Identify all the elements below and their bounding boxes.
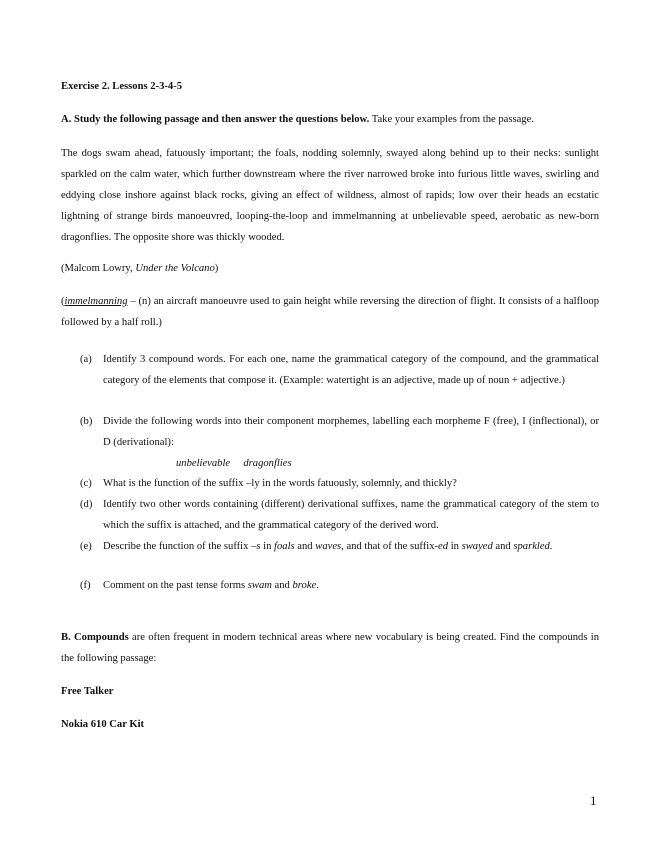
word-unbelievable: unbelievable (176, 458, 231, 469)
passage-paragraph: The dogs swam ahead, fatuously important; the foals, nodding solemnly, swayed along behind up to their necks: sunlight sparkled on the calm water, which further downstream where the river narrowed broke into furious little waves, swirling and eddying close inshore against black rocks, giving an effect of wildness, almost of rapids; low over their heads an ecstatic lightning of strange birds manoeuvred, looping-the-loop and immelmanning at unbelievable speed, aerobatic as new-born dragonflies. The opposite shore was thickly wooded. (61, 148, 599, 243)
item-f-label: (f) (80, 580, 91, 591)
item-e-text: Describe the function of the suffix –s in foals and waves, and that of the suffix-ed in swayed and sparkled. (103, 541, 553, 552)
item-a-text: Identify 3 compound words. For each one, name the grammatical category of the compound, and the grammatical category of the elements that compose it. (Example: watertight is an adjective, made up of noun + adjective.) (103, 354, 599, 386)
gloss-definition: – (n) an aircraft manoeuvre used to gain height while reversing the direction of flight. It consists of a halfloop followed by a half roll.) (61, 296, 599, 328)
gloss-open: ( (61, 296, 65, 307)
item-d-text: Identify two other words containing (different) derivational suffixes, name the grammatical category of the stem to which the suffix is attached, and the grammatical category of the derived word. (103, 499, 599, 531)
gloss-term: immelmanning (64, 296, 128, 307)
section-b-heading-bold: B. Compounds (61, 632, 129, 643)
item-d-label: (d) (80, 499, 93, 510)
word-dragonflies: dragonflies (243, 458, 292, 469)
exercise-title: Exercise 2. Lessons 2-3-4-5 (61, 81, 183, 92)
section-a-heading (61, 109, 599, 130)
item-f-text: Comment on the past tense forms swam and broke. (103, 580, 319, 591)
item-c-label: (c) (80, 478, 92, 489)
gloss-note (61, 291, 599, 333)
item-b-text: Divide the following words into their component morphemes, labelling each morpheme F (free), I (inflectional), or D (derivational): (103, 416, 599, 448)
section-a-heading-bold: A. Study the following passage and then answer the questions below. (61, 114, 370, 125)
citation (61, 258, 599, 279)
section-b-heading (61, 627, 599, 669)
section-a-heading-rest: Take your examples from the passage. (369, 114, 534, 125)
car-kit-heading: Nokia 610 Car Kit (61, 719, 145, 730)
page-number: 1 (590, 793, 597, 808)
item-e-label: (e) (80, 541, 92, 552)
item-b-words (176, 453, 376, 474)
citation-title: Under the Volcano (135, 263, 215, 274)
section-b-heading-rest: are often frequent in modern technical areas where new vocabulary is being created. Find the compounds in the following passage: (61, 632, 600, 664)
item-a-label: (a) (80, 354, 92, 365)
citation-close: ) (214, 263, 219, 274)
citation-author: (Malcom Lowry, (61, 263, 136, 274)
free-talker-heading: Free Talker (61, 686, 114, 697)
item-b-label: (b) (80, 416, 93, 427)
item-c-text: What is the function of the suffix –ly in the words fatuously, solemnly, and thickly? (103, 478, 457, 489)
